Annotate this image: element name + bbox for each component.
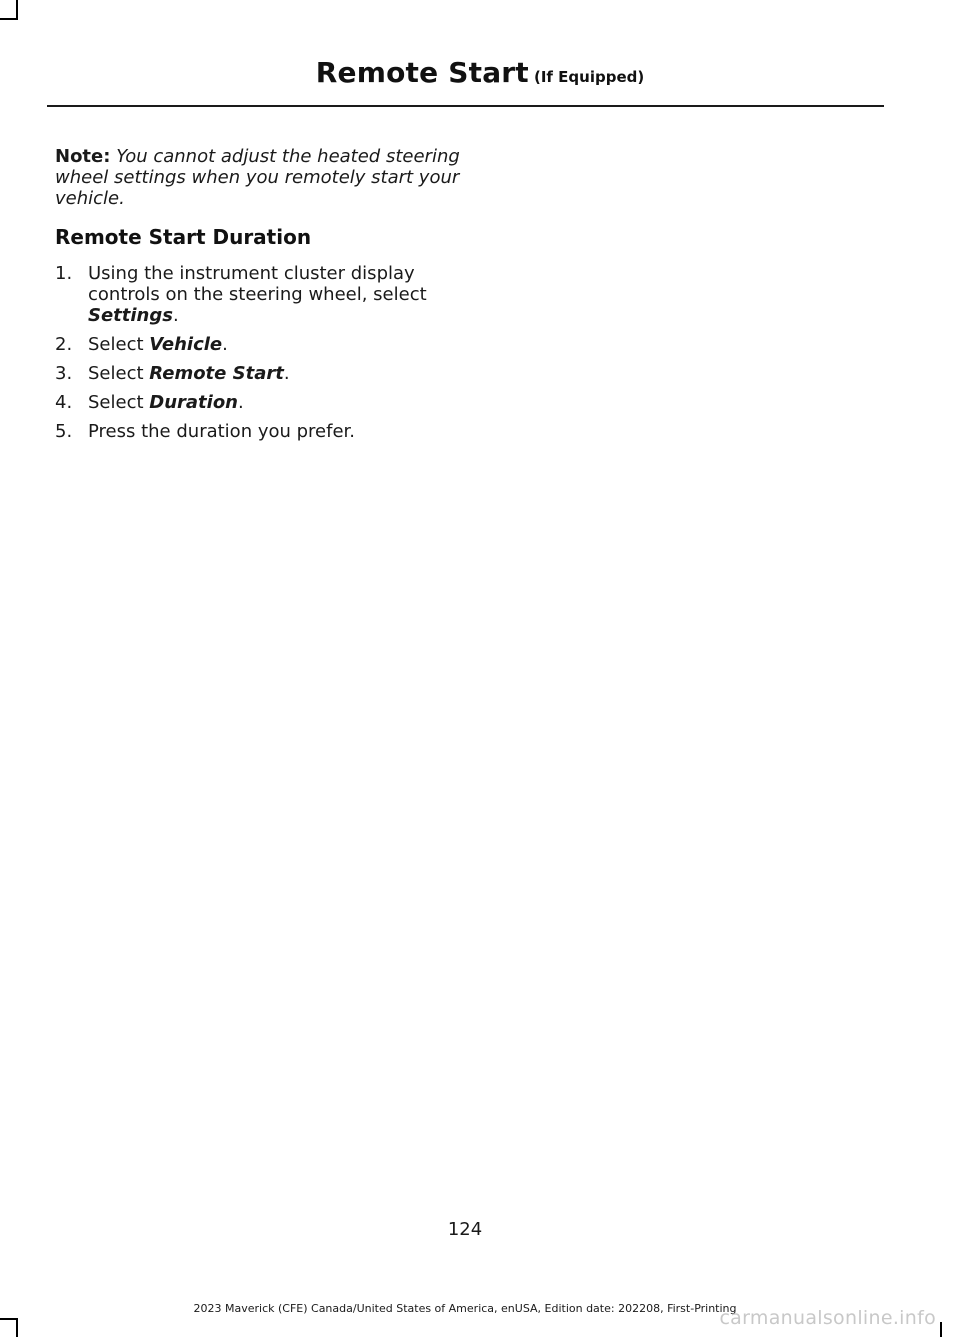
list-item	[55, 363, 460, 384]
page-title: Remote Start	[315, 56, 529, 89]
step-text-emphasis: Settings	[88, 305, 173, 326]
step-text-suffix: .	[238, 392, 244, 413]
page-number: 124	[447, 1219, 483, 1240]
step-text-emphasis: Remote Start	[149, 363, 284, 384]
list-item	[55, 334, 460, 355]
crop-mark-bottom-left-horizontal	[0, 1318, 18, 1320]
step-text-plain: Press the duration you prefer.	[88, 421, 356, 442]
step-number: 3.	[55, 363, 73, 384]
page-subtitle: (If Equipped)	[533, 68, 645, 86]
crop-mark-bottom-right-vertical	[940, 1322, 942, 1337]
step-text	[88, 363, 460, 384]
list-item	[55, 421, 460, 442]
section-heading: Remote Start Duration	[55, 225, 312, 249]
step-text-plain: Select	[88, 334, 150, 355]
step-text	[88, 263, 460, 326]
crop-mark-bottom-left-vertical	[16, 1318, 18, 1337]
step-number: 4.	[55, 392, 73, 413]
step-text	[88, 421, 460, 442]
step-text-plain: Select	[88, 392, 150, 413]
step-text-suffix: .	[222, 334, 228, 355]
step-number: 2.	[55, 334, 73, 355]
page-header	[0, 56, 960, 89]
page-footer: 2023 Maverick (CFE) Canada/United States of America, enUSA, Edition date: 202208, First-Printing	[193, 1302, 737, 1315]
note-label: Note:	[55, 146, 111, 167]
steps-list	[55, 263, 460, 442]
step-text-emphasis: Vehicle	[149, 334, 223, 355]
step-number: 1.	[55, 263, 73, 284]
list-item	[55, 263, 460, 326]
crop-mark-top-left-horizontal	[0, 18, 18, 20]
step-text-suffix: .	[172, 305, 179, 326]
step-text-suffix: .	[283, 363, 290, 384]
watermark: carmanualsonline.info	[719, 1307, 936, 1329]
page-content	[55, 146, 460, 450]
step-number: 5.	[55, 421, 73, 442]
step-text-emphasis: Duration	[149, 392, 238, 413]
step-text	[88, 392, 460, 413]
step-text	[88, 334, 460, 355]
step-text-plain: Using the instrument cluster display controls on the steering wheel, select	[88, 263, 427, 305]
note-text: You cannot adjust the heated steering wheel settings when you remotely start your vehicle.	[55, 146, 460, 209]
list-item	[55, 392, 460, 413]
header-divider	[47, 105, 884, 107]
crop-mark-top-left-vertical	[16, 0, 18, 20]
step-text-plain: Select	[88, 363, 150, 384]
note-paragraph	[55, 146, 460, 209]
